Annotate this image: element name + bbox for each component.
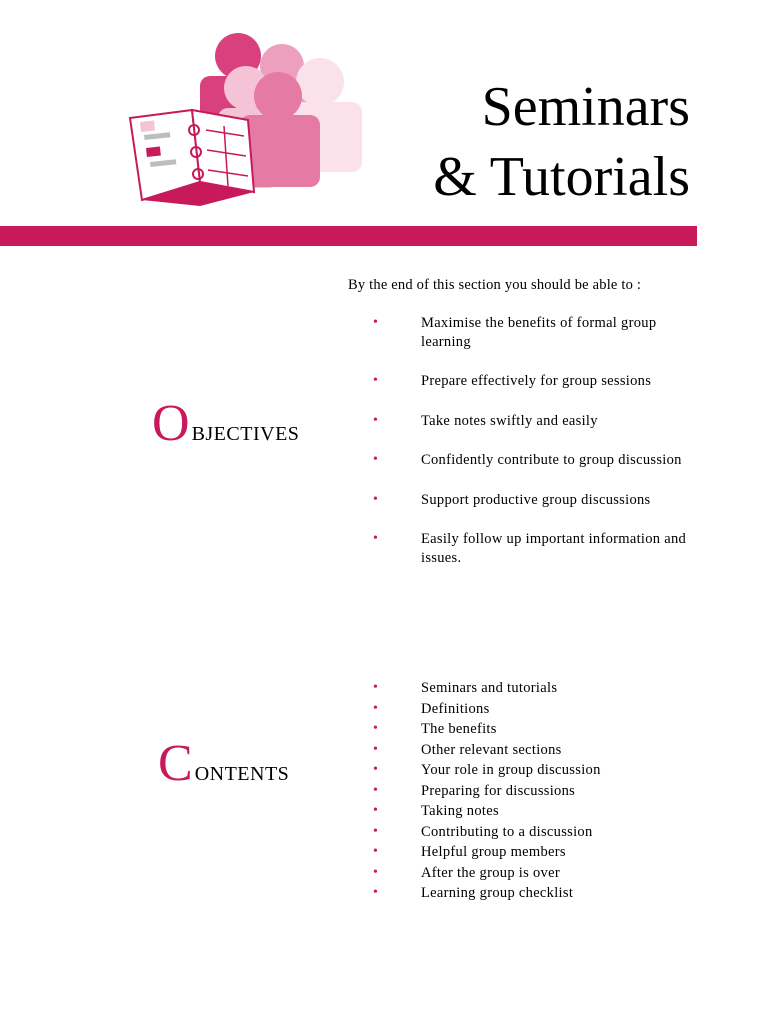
list-item	[373, 883, 703, 904]
title-line-1: Seminars	[481, 76, 690, 138]
bullet-icon: •	[373, 864, 379, 880]
contents-text: Your role in group discussion	[421, 762, 601, 778]
bullet-icon: •	[373, 762, 379, 777]
contents-list	[373, 678, 703, 904]
page-title	[433, 72, 690, 212]
bullet-icon: •	[373, 885, 379, 900]
contents-text: Helpful group members	[421, 844, 566, 860]
objective-text: Easily follow up important information and issues.	[421, 531, 687, 566]
list-item	[373, 781, 703, 802]
contents-initial: C	[158, 735, 193, 792]
bullet-icon: •	[373, 373, 379, 388]
objective-text: Maximise the benefits of formal group learning	[421, 315, 657, 350]
list-item	[373, 842, 703, 863]
contents-heading-rest: ONTENTS	[194, 763, 290, 785]
objective-text: Confidently contribute to group discussion	[421, 452, 682, 468]
list-item	[373, 740, 703, 761]
list-item	[373, 372, 703, 391]
bullet-icon: •	[373, 452, 379, 467]
bullet-icon: •	[373, 491, 379, 507]
list-item	[373, 760, 703, 781]
bullet-icon: •	[373, 823, 379, 839]
list-item	[373, 451, 703, 470]
objectives-intro: By the end of this section you should be able to :	[348, 277, 642, 293]
objectives-initial: O	[152, 395, 190, 452]
list-item	[373, 699, 703, 720]
contents-heading	[158, 735, 290, 792]
bullet-icon: •	[373, 700, 379, 716]
list-item	[373, 863, 703, 884]
objectives-list	[373, 314, 703, 588]
objective-text: Prepare effectively for group sessions	[421, 373, 652, 389]
bullet-icon: •	[373, 680, 379, 695]
list-item	[373, 530, 703, 567]
contents-text: Learning group checklist	[421, 885, 574, 901]
bullet-icon: •	[373, 782, 379, 798]
people-with-open-binder-icon	[120, 30, 380, 215]
list-item	[373, 491, 703, 510]
contents-text: The benefits	[421, 721, 497, 737]
bullet-icon: •	[373, 844, 379, 859]
list-item	[373, 412, 703, 431]
contents-text: Taking notes	[421, 803, 499, 819]
list-item	[373, 801, 703, 822]
objectives-heading	[152, 395, 300, 452]
bullet-icon: •	[373, 741, 379, 757]
header-divider-bar	[0, 226, 697, 246]
bullet-icon: •	[373, 531, 379, 546]
contents-text: Seminars and tutorials	[421, 680, 558, 696]
title-line-2: & Tutorials	[433, 146, 690, 208]
objectives-heading-rest: BJECTIVES	[191, 423, 300, 445]
list-item	[373, 719, 703, 740]
objective-text: Take notes swiftly and easily	[421, 412, 598, 429]
bullet-icon: •	[373, 412, 379, 428]
objective-text: Support productive group discussions	[421, 491, 651, 508]
contents-text: Contributing to a discussion	[421, 823, 593, 840]
bullet-icon: •	[373, 803, 379, 818]
list-item	[373, 314, 703, 351]
contents-text: After the group is over	[421, 864, 560, 881]
bullet-icon: •	[373, 315, 379, 330]
contents-text: Definitions	[421, 700, 490, 717]
list-item	[373, 822, 703, 843]
list-item	[373, 678, 703, 699]
contents-text: Other relevant sections	[421, 741, 562, 758]
contents-text: Preparing for discussions	[421, 782, 576, 799]
bullet-icon: •	[373, 721, 379, 736]
